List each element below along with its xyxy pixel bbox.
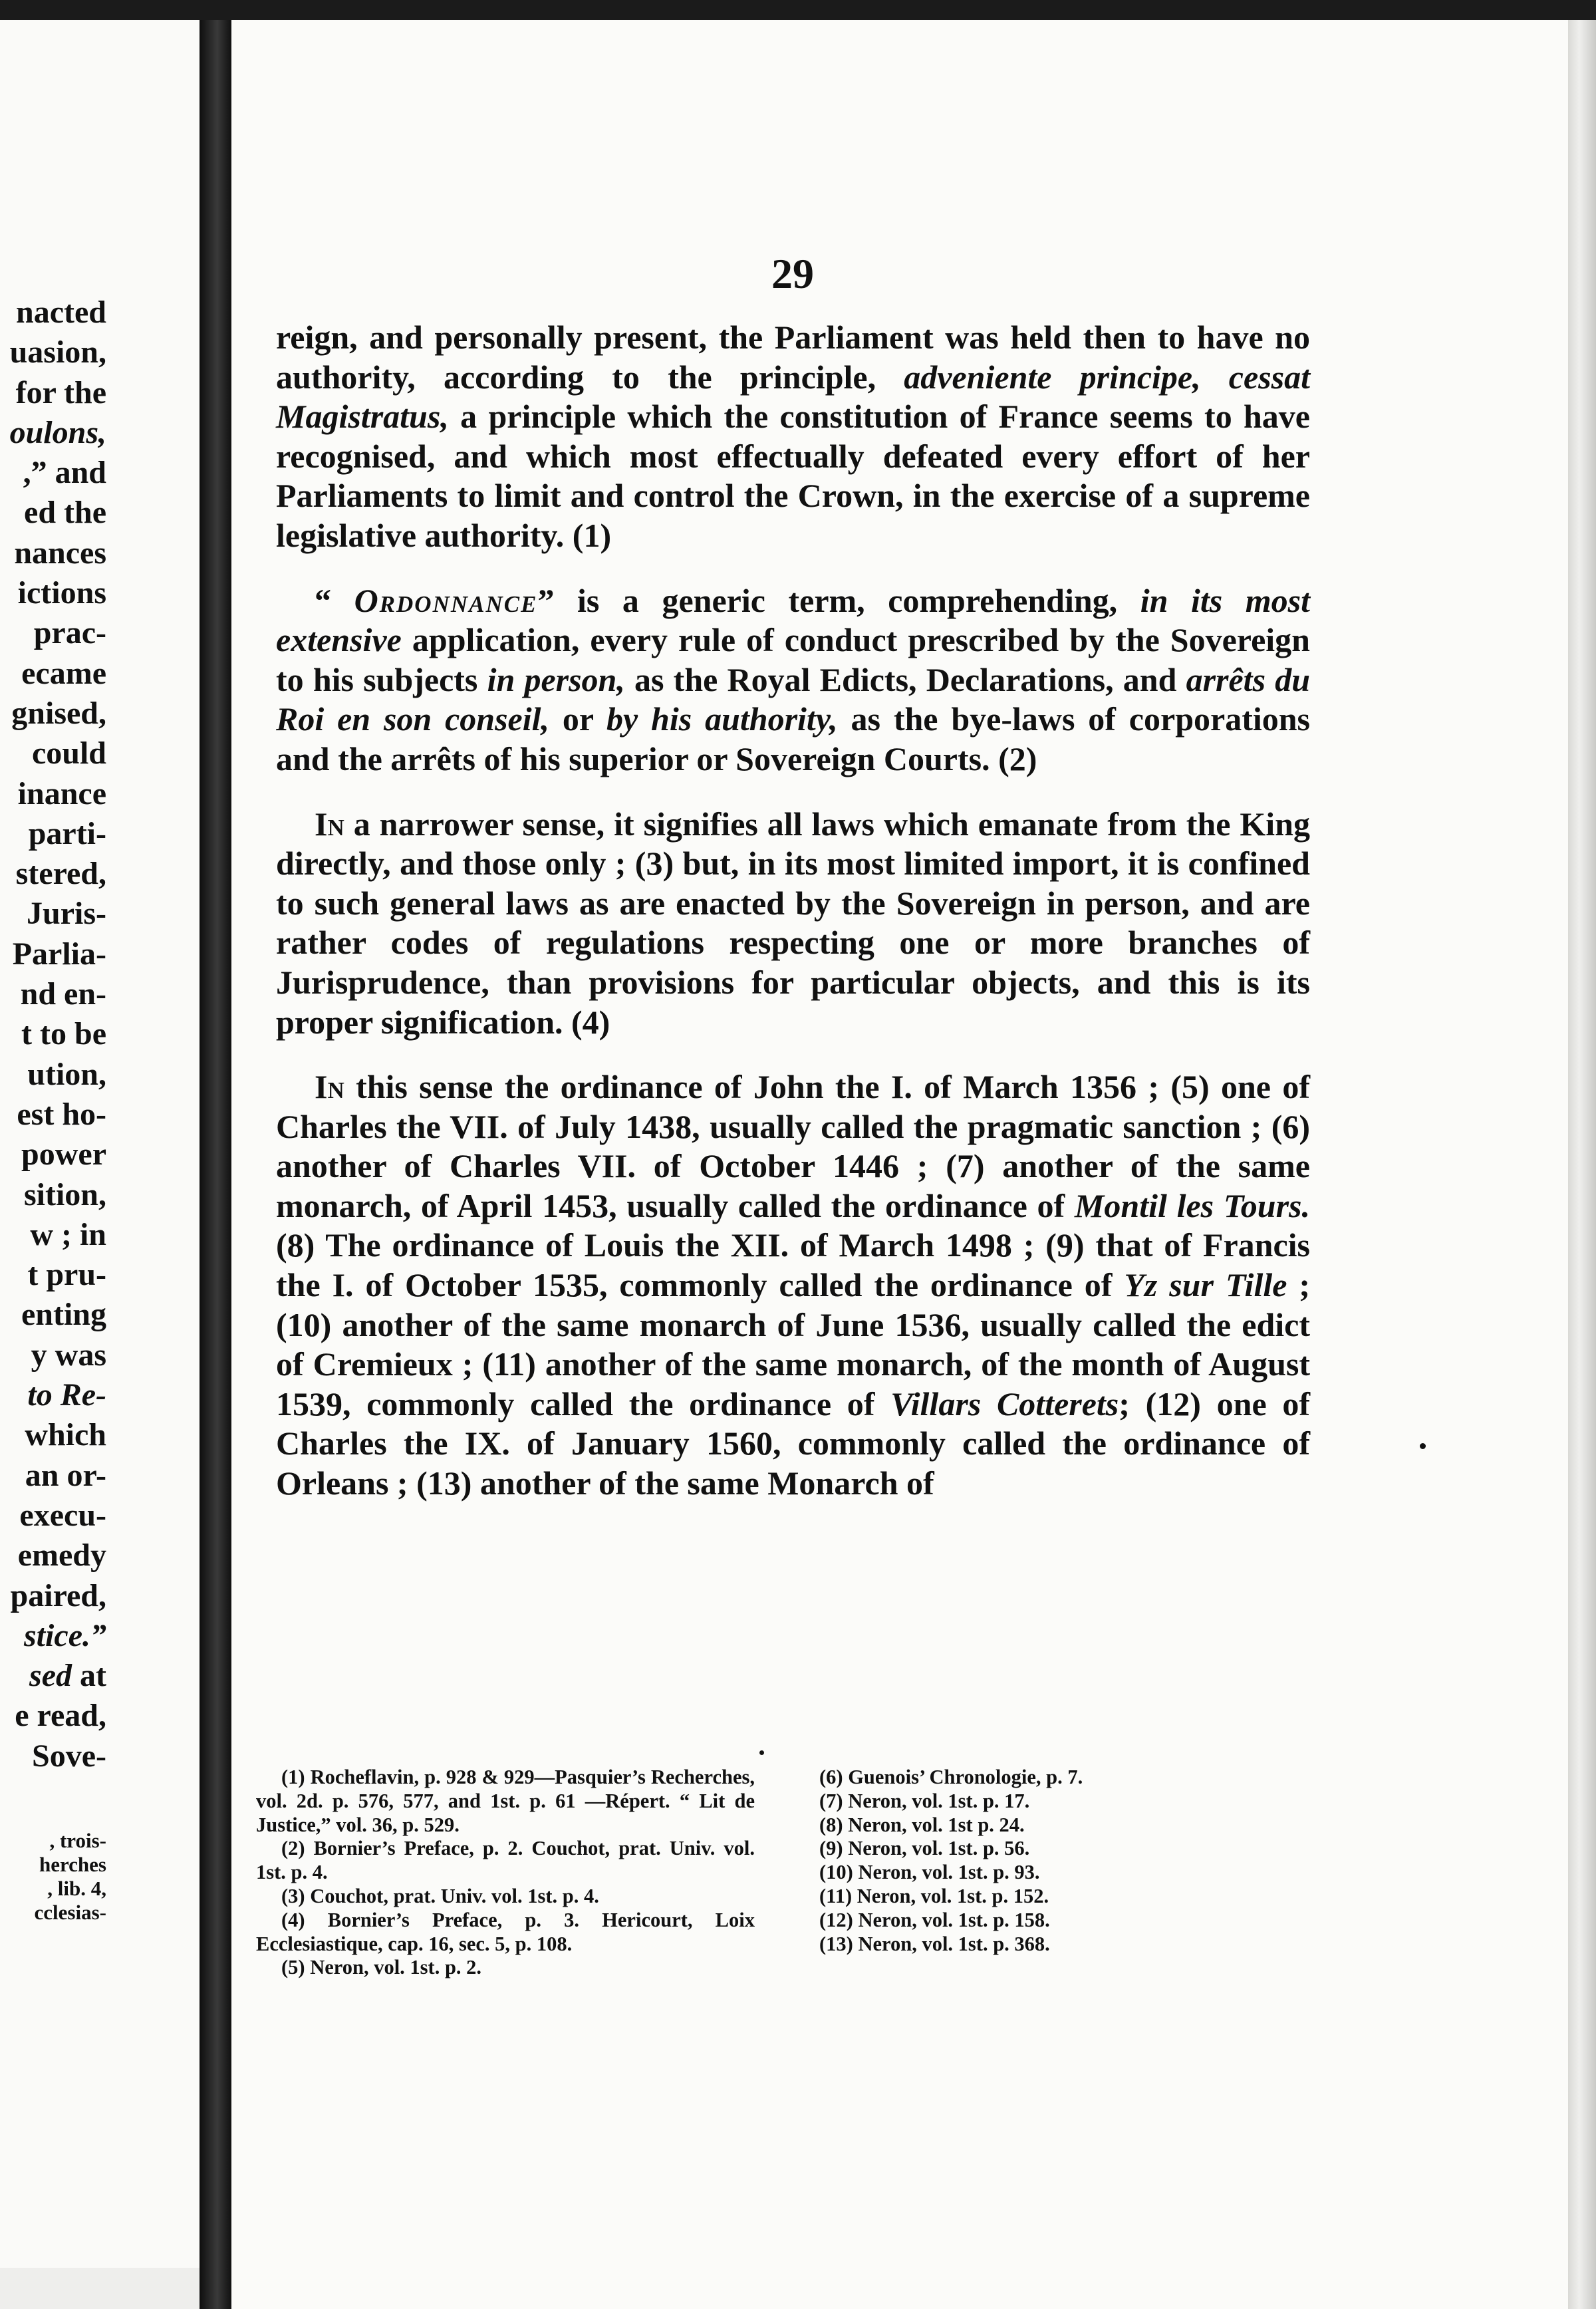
left-page-line-fragment: oulons,	[9, 414, 106, 450]
text-run: arrêts du Roi en son conseil,	[276, 660, 1311, 738]
left-page-line-fragment: for the	[15, 374, 106, 410]
left-page-line-fragment: ictions	[17, 575, 106, 611]
left-page-line-fragment: , lib. 4,	[47, 1877, 106, 1900]
left-page-footnote-fragments	[0, 1829, 106, 1925]
left-page-line-fragment: cclesias-	[34, 1901, 106, 1924]
left-page-line-fragment: stice.”	[24, 1617, 106, 1653]
left-page-line-fragment: uasion,	[9, 335, 106, 370]
left-page-text-fragments	[0, 293, 106, 1776]
footnote: (2) Bornier’s Preface, p. 2. Couchot, prat. Univ. vol. 1st. p. 4.	[256, 1837, 755, 1884]
text-run: ; (12) one of Charles the IX. of January 1560, commonly called the ordinance of Orleans ; (13) another of the same Monarch of	[276, 1385, 1310, 1502]
left-page-line-fragment: an or-	[25, 1457, 106, 1493]
scan-bottom-left	[0, 2268, 231, 2309]
left-page-line-fragment: w ; in	[30, 1216, 106, 1252]
text-run: by his authority,	[606, 700, 838, 738]
left-page-line-fragment: Parlia-	[12, 936, 106, 972]
left-page-line-fragment: to Re-	[27, 1377, 106, 1413]
text-run: in person,	[487, 660, 625, 698]
left-page-line-fragment: nacted	[16, 295, 106, 330]
text-run: adveniente principe, cessat Magistratus,	[276, 358, 1310, 436]
footnotes-left-column	[256, 1766, 755, 1980]
text-run: sed	[29, 1658, 72, 1694]
text-run: in its most extensive	[276, 581, 1311, 659]
left-page-line-fragment: e read,	[15, 1698, 106, 1734]
footnotes-right-column	[819, 1766, 1285, 1956]
left-page-line-fragment: Juris-	[27, 896, 106, 932]
left-page-line-fragment: could	[31, 736, 106, 771]
text-run: In	[315, 1068, 344, 1106]
page-edge	[1568, 20, 1596, 2309]
text-run: Villars Cotterets	[890, 1385, 1119, 1423]
left-page-line-fragment: emedy	[17, 1538, 106, 1573]
footnote: (11) Neron, vol. 1st. p. 152.	[819, 1884, 1049, 1907]
text-run: In	[315, 805, 344, 843]
left-page-edge	[0, 20, 200, 2268]
left-page-line-fragment: ,” and	[23, 455, 106, 491]
footnote: (10) Neron, vol. 1st. p. 93.	[819, 1861, 1040, 1884]
footnote: (5) Neron, vol. 1st. p. 2.	[281, 1956, 482, 1979]
left-page-line-fragment: ecame	[21, 655, 106, 691]
text-run: or	[549, 700, 607, 738]
left-page-line-fragment: stered,	[15, 856, 106, 892]
page-number: 29	[771, 250, 814, 297]
text-run: Montil les Tours.	[1074, 1186, 1310, 1224]
left-page-line-fragment: paired,	[10, 1577, 106, 1613]
body-text	[276, 318, 1310, 1529]
left-page-line-fragment	[0, 1656, 106, 1696]
text-run: as the bye-laws of corporations and the arrêts of his superior or Sovereign Courts. (2)	[276, 700, 1311, 777]
book-spine-gutter	[200, 20, 231, 2309]
footnote: (9) Neron, vol. 1st. p. 56.	[819, 1837, 1030, 1860]
text-run: a narrower sense, it signifies all laws which emanate from the King directly, and those only ; (3) but, in its most limited import, it is confined to such general laws as are enacted by the Sovereign in person, and are rather codes of regulations respecting one or more branches of Jurisprudence, than provisions for particular objects, and this is its proper signification. (4)	[276, 805, 1310, 1041]
footnote: (1) Rocheflavin, p. 928 & 929—Pasquier’s Recherches, vol. 2d. p. 576, 577, and 1st. p. 61 —Répert. “ Lit de Justice,” vol. 36, p. 529.	[256, 1766, 755, 1836]
footnote: (4) Bornier’s Preface, p. 3. Hericourt, Loix Ecclesiastique, cap. 16, sec. 5, p. 108.	[256, 1908, 755, 1955]
left-page-line-fragment: which	[25, 1417, 106, 1453]
footnote: (3) Couchot, prat. Univ. vol. 1st. p. 4.	[281, 1884, 599, 1907]
left-page-line-fragment: , trois-	[49, 1829, 106, 1852]
left-page-line-fragment: enting	[21, 1297, 106, 1333]
footnote: (8) Neron, vol. 1st p. 24.	[819, 1813, 1025, 1836]
text-run: ” is a generic term, comprehending,	[537, 581, 1140, 619]
paragraph	[276, 581, 1310, 779]
margin-ink-dot	[1420, 1443, 1426, 1449]
text-run: Ordonnance	[354, 581, 538, 619]
text-run: this sense the ordinance of John the I. of March 1356 ; (5) one of Charles the VII. of July 1438, usually called the pragmatic sanction ; (6) another of Charles VII. of October 1446 ; (7) another of the same monarch, of April 1453, usually called the ordinance of	[276, 1068, 1310, 1224]
footnote: (6) Guenois’ Chronologie, p. 7.	[819, 1766, 1083, 1788]
text-run: at	[72, 1658, 106, 1694]
text-run: reign, and personally present, the Parliament was held then to have no authority, according to the principle,	[276, 319, 1310, 396]
paragraph	[276, 1067, 1310, 1504]
left-page-line-fragment: power	[21, 1137, 106, 1172]
scan-top-border	[0, 0, 1596, 20]
left-page-line-fragment: ution,	[27, 1056, 106, 1092]
footnote: (7) Neron, vol. 1st. p. 17.	[819, 1789, 1030, 1812]
left-page-line-fragment: nances	[14, 535, 106, 571]
left-page-line-fragment: Sove-	[32, 1738, 106, 1774]
footnote: (13) Neron, vol. 1st. p. 368.	[819, 1932, 1050, 1955]
left-page-line-fragment: execu-	[19, 1497, 106, 1533]
text-run: application, every rule of conduct prescribed by the Sovereign to his subjects	[276, 621, 1310, 698]
left-page-line-fragment: parti-	[28, 815, 106, 851]
text-run: (8) The ordinance of Louis the XII. of March 1498 ; (9) that of Francis the I. of October 1535, commonly called the ordinance of	[276, 1226, 1310, 1304]
left-page-line-fragment: t pru-	[27, 1257, 106, 1293]
text-run: Yz sur Tille	[1124, 1266, 1287, 1304]
left-page-line-fragment: prac-	[33, 615, 106, 651]
footnote-separator-dot	[759, 1750, 764, 1755]
text-run: a principle which the constitution of France seems to have recognised, and which most effectually defeated every effort of her Parliaments to limit and control the Crown, in the exercise of a supreme legislative authority. (1)	[276, 398, 1310, 554]
left-page-line-fragment: herches	[39, 1853, 106, 1876]
text-run: “	[315, 581, 354, 619]
text-run: as the Royal Edicts, Declarations, and	[624, 660, 1186, 698]
left-page-line-fragment: est ho-	[17, 1096, 106, 1132]
left-page-line-fragment: sition,	[23, 1176, 106, 1212]
text-run: ; (10) another of the same monarch of June 1536, usually called the edict of Cremieux ; (11) another of the same monarch, of the month of August 1539, commonly called the ordinance of	[276, 1266, 1310, 1423]
left-page-line-fragment: t to be	[21, 1016, 106, 1052]
left-page-line-fragment: nd en-	[20, 976, 106, 1012]
left-page-line-fragment: y was	[31, 1337, 106, 1373]
paragraph	[276, 805, 1310, 1043]
left-page-line-fragment: gnised,	[11, 695, 106, 731]
left-page-line-fragment: inance	[17, 775, 106, 811]
footnote: (12) Neron, vol. 1st. p. 158.	[819, 1908, 1050, 1931]
paragraph	[276, 318, 1310, 556]
left-page-line-fragment: ed the	[24, 495, 106, 531]
